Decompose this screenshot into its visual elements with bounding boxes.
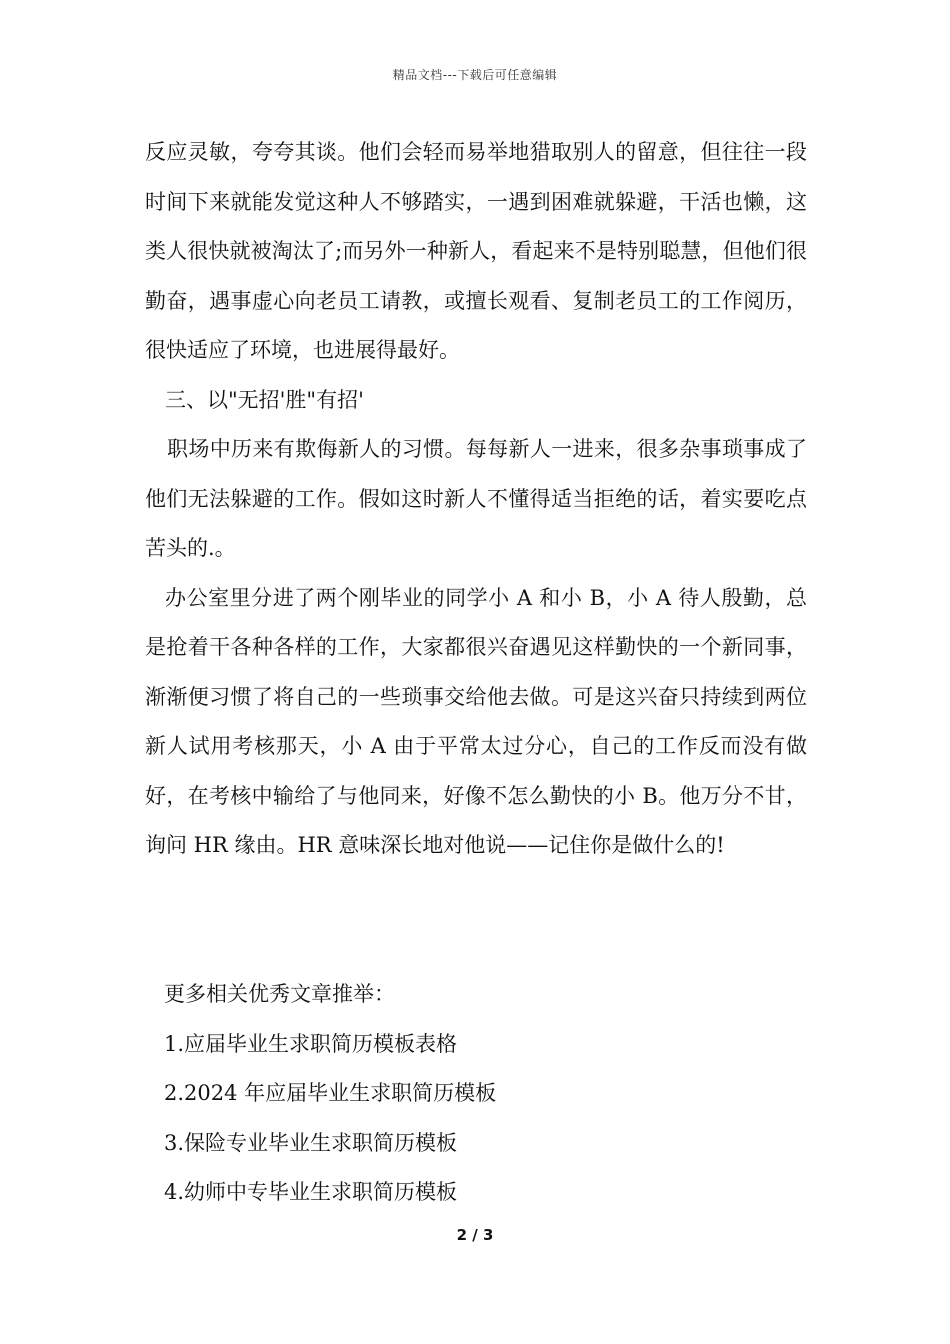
paragraph-new-employee-types: 反应灵敏，夸夸其谈。他们会轻而易举地猎取别人的留意，但往往一段时间下来就能发觉这种人不够踏实，一遇到困难就躲避，干活也懒，这类人很快就被淘汰了;而另外一种新人，看起来不是特别聪慧，但他们很勤奋，遇事虚心向老员工请教，或擅长观看、复制老员工的工作阅历，很快适应了环境，也进展得最好。 (145, 140, 807, 362)
recommendation-link-4[interactable]: 4.幼师中专毕业生求职简历模板 (164, 1180, 458, 1204)
page-header: 精品文档---下载后可任意编辑 (392, 68, 558, 82)
section-heading-3: 三、以"无招'胜"有招' (165, 387, 364, 412)
recommendation-link-3[interactable]: 3.保险专业毕业生求职简历模板 (164, 1130, 458, 1155)
recommendation-link-1[interactable]: 1.应届毕业生求职简历模板表格 (164, 1031, 458, 1056)
paragraph-office-story: 办公室里分进了两个刚毕业的同学小 A 和小 B，小 A 待人殷勤，总是抢着干各种各样的工作，大家都很兴奋遇见这样勤快的一个新同事，渐渐便习惯了将自己的一些琐事交给他去做。可是这兴奋只持续到两位新人试用考核那天，小 A 由于平常太过分心，自己的工作反而没有做好，在考核中输给了与他同来，好像不怎么勤快的小 B。他万分不甘，询问 HR 缘由。HR 意味深长地对他说——记住你是做什么的! (145, 585, 807, 857)
paragraph-workplace-habits: 职场中历来有欺侮新人的习惯。每每新人一进来，很多杂事琐事成了他们无法躲避的工作。假如这时新人不懂得适当拒绝的话，着实要吃点苦头的.。 (145, 437, 807, 560)
document-body (145, 128, 807, 871)
recommendation-link-2[interactable]: 2.2024 年应届毕业生求职简历模板 (164, 1081, 497, 1105)
recommendations-heading: 更多相关优秀文章推举： (164, 982, 395, 1006)
recommendations-section (164, 970, 804, 1218)
page-number: 2 / 3 (456, 1226, 494, 1244)
